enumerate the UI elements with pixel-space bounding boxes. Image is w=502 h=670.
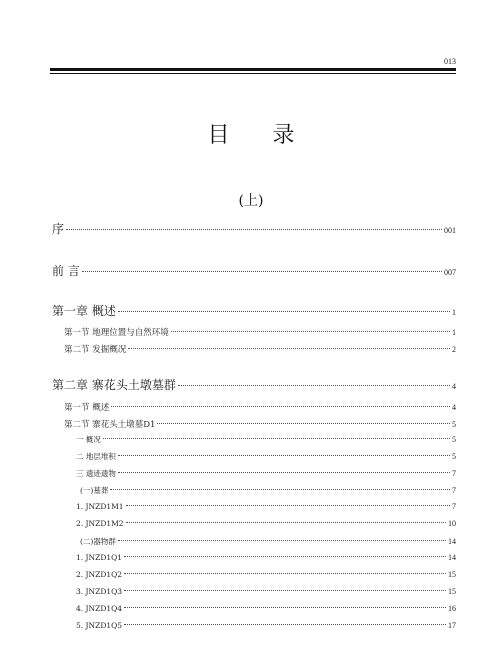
toc-entry-chapter-2[interactable] — [52, 376, 456, 393]
toc-title: 目 录 — [207, 123, 313, 148]
toc-entry-page: 5 — [452, 452, 456, 461]
toc-entry-page: 4 — [452, 382, 456, 391]
leader-dots — [110, 488, 450, 490]
toc-entry-label: 第二节 寨花头土墩墓D1 — [64, 420, 156, 430]
toc-entry-page: 4 — [452, 403, 456, 412]
toc-entry-label: 第一节 地理位置与自然环境 — [64, 328, 169, 338]
leader-dots — [171, 330, 450, 332]
toc-entry-label: 前 言 — [52, 264, 80, 278]
toc-entry-section[interactable] — [64, 418, 456, 430]
leader-dots — [128, 347, 450, 349]
toc-entry-label: (一)墓葬 — [80, 486, 109, 495]
toc-entry-page: 5 — [452, 435, 456, 444]
toc-entry-subsection[interactable] — [76, 587, 456, 596]
leader-dots — [124, 589, 446, 591]
toc-entry-subsection[interactable] — [80, 485, 456, 496]
toc-entry-subsection[interactable] — [76, 604, 456, 613]
toc-entry-subsection[interactable] — [76, 621, 456, 630]
toc-entry-subsection[interactable] — [76, 451, 456, 462]
toc-entry-label: 二 地层堆积 — [76, 452, 116, 461]
toc-entry-label: 2. JNZD1Q2 — [76, 570, 123, 579]
toc-entry-page: 5 — [452, 420, 456, 429]
toc-entry-subsection[interactable] — [76, 570, 456, 579]
leader-dots — [82, 270, 442, 272]
volume-label: (上) — [238, 193, 264, 209]
toc-entry-label: 5. JNZD1Q5 — [76, 621, 123, 630]
toc-entry-label: 第二节 发掘概况 — [64, 345, 127, 355]
toc-entry-page: 7 — [452, 486, 456, 495]
leader-dots — [126, 521, 446, 523]
toc-entry-label: 第一节 概述 — [64, 403, 110, 413]
toc-entry-page: 14 — [448, 553, 456, 562]
toc-entry-preface[interactable] — [52, 220, 456, 237]
toc-entry-label: 三 遗迹遗物 — [76, 469, 116, 478]
toc-entry-label: (二)器物群 — [80, 537, 116, 546]
toc-entry-label: 1. JNZD1Q1 — [76, 553, 123, 562]
leader-dots — [126, 504, 450, 506]
toc-entry-subsection[interactable] — [76, 553, 456, 562]
leader-dots — [118, 471, 450, 473]
toc-entry-label: 第一章 概述 — [52, 304, 116, 318]
toc-entry-subsection[interactable] — [80, 536, 456, 547]
leader-dots — [111, 405, 450, 407]
toc-entry-label: 第二章 寨花头土墩墓群 — [52, 378, 176, 392]
toc-entry-page: 001 — [444, 226, 456, 235]
toc-entry-page: 15 — [448, 570, 456, 579]
leader-dots — [103, 437, 450, 439]
leader-dots — [124, 572, 446, 574]
toc-entry-page: 2 — [452, 345, 456, 354]
leader-dots — [178, 384, 450, 386]
toc-entry-page: 14 — [448, 537, 456, 546]
toc-entry-subsection[interactable] — [76, 434, 456, 445]
leader-dots — [118, 310, 450, 312]
toc-entry-page: 1 — [452, 308, 456, 317]
toc-entry-page: 17 — [448, 621, 456, 630]
toc-entry-page: 10 — [448, 519, 456, 528]
toc-entry-label: 2. JNZD1M2 — [76, 519, 124, 528]
leader-dots — [124, 623, 446, 625]
page-number: 013 — [444, 57, 456, 66]
toc-entry-section[interactable] — [64, 326, 456, 338]
toc-entry-label: 一 概况 — [76, 435, 101, 444]
toc-entry-subsection[interactable] — [76, 468, 456, 479]
toc-entry-subsection[interactable] — [76, 502, 456, 511]
leader-dots — [124, 555, 446, 557]
toc-entry-label: 1. JNZD1M1 — [76, 502, 124, 511]
toc-entry-page: 7 — [452, 469, 456, 478]
toc-entry-page: 16 — [448, 604, 456, 613]
header-rule-thick — [50, 68, 456, 71]
toc-entry-subsection[interactable] — [76, 519, 456, 528]
toc-entry-section[interactable] — [64, 401, 456, 413]
toc-entry-label: 4. JNZD1Q4 — [76, 604, 123, 613]
toc-entry-page: 7 — [452, 502, 456, 511]
toc-entry-label: 序 — [52, 222, 65, 236]
toc-entry-page: 15 — [448, 587, 456, 596]
toc-entry-label: 3. JNZD1Q3 — [76, 587, 123, 596]
toc-entry-page: 007 — [444, 268, 456, 277]
leader-dots — [124, 606, 446, 608]
leader-dots — [66, 228, 442, 230]
leader-dots — [157, 422, 450, 424]
leader-dots — [118, 539, 446, 541]
toc-entry-foreword[interactable] — [52, 262, 456, 279]
toc-entry-page: 1 — [452, 328, 456, 337]
toc-entry-chapter-1[interactable] — [52, 302, 456, 319]
leader-dots — [118, 454, 450, 456]
toc-entry-section[interactable] — [64, 343, 456, 355]
header-rule-thin — [50, 73, 456, 74]
